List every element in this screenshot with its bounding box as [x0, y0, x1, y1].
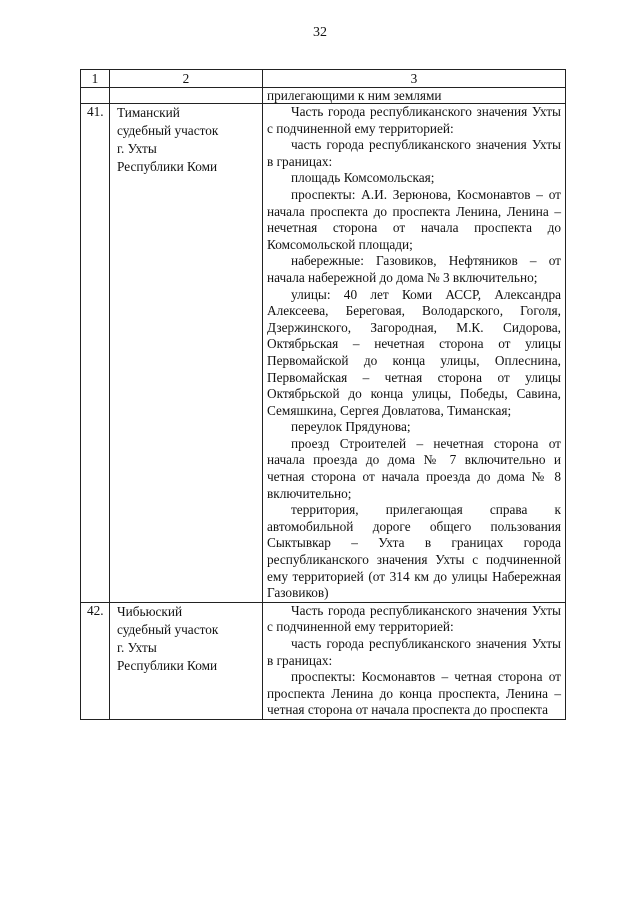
court-name-line: Тиманский — [117, 105, 180, 120]
territory-description-cell — [263, 104, 566, 603]
territory-paragraph: Часть города республиканского значения Ухты с подчиненной ему территорией: — [267, 602, 561, 635]
continuation-row — [81, 88, 566, 104]
empty-cell — [81, 88, 110, 104]
header-cell-1: 1 — [81, 70, 110, 88]
territory-paragraph: проспекты: А.И. Зерюнова, Космонавтов – от начала проспекта до проспекта Ленина, Ленина – нечетная сторона от начала проспекта до Комсомольской площади; — [267, 186, 561, 252]
row-number: 42. — [81, 602, 110, 719]
territory-paragraph: проезд Строителей – нечетная сторона от начала проезда до дома № 7 включительно и четная сторона от начала проезда до дома № 8 включительно; — [267, 435, 561, 501]
continuation-text: прилегающими к ним землями — [267, 88, 442, 103]
court-districts-table — [80, 69, 566, 720]
table-row — [81, 104, 566, 603]
table-header-row — [81, 70, 566, 88]
table-row — [81, 602, 566, 719]
court-name-line: Чибьюский — [117, 603, 183, 619]
territory-paragraph: набережные: Газовиков, Нефтяников – от начала набережной до дома № 3 включительно; — [267, 253, 561, 285]
territory-paragraph: переулок Прядунова; — [291, 419, 411, 435]
court-name-cell — [110, 104, 263, 603]
territory-paragraph: улицы: 40 лет Коми АССР, Александра Алексеева, Береговая, Володарского, Гоголя, Дзержинского, Загородная, М.К. Сидорова, Октябрьская – нечетная сторона от улицы Первомайской до конца улицы, Оплеснина, Первомайская – четная сторона от улицы Октябрьской до конца улицы, Победы, Савина, Семяшкина, Сергея Довлатова, Тиманская; — [267, 286, 561, 418]
territory-description-cell — [263, 602, 566, 719]
page-number: 32 — [313, 25, 327, 40]
territory-paragraph: площадь Комсомольская; — [291, 170, 435, 186]
header-cell-3: 3 — [263, 70, 566, 88]
court-name-cell — [110, 602, 263, 719]
territory-paragraph: территория, прилегающая справа к автомобильной дороге общего пользования Сыктывкар – Ухта в границах города республиканского значения Ухты с подчиненной ему территорией (от 314 км до улицы Набережная Газовиков) — [267, 502, 561, 601]
court-name-line: г. Ухты — [117, 141, 157, 156]
territory-paragraph: Часть города республиканского значения Ухты с подчиненной ему территорией: — [267, 104, 561, 136]
court-name-line: судебный участок — [117, 123, 219, 138]
continuation-cell — [263, 88, 566, 104]
territory-paragraph: проспекты: Космонавтов – четная сторона от проспекта Ленина до конца проспекта, Ленина – четная сторона от начала проспекта до проспекта — [267, 669, 561, 718]
territory-paragraph: часть города республиканского значения Ухты в границах: — [267, 137, 561, 169]
court-name-line: судебный участок — [117, 621, 219, 637]
header-cell-2: 2 — [110, 70, 263, 88]
empty-cell — [110, 88, 263, 104]
row-number: 41. — [81, 104, 110, 603]
territory-paragraph: часть города республиканского значения Ухты в границах: — [267, 636, 561, 668]
court-name-line: г. Ухты — [117, 639, 157, 655]
court-name-line: Республики Коми — [117, 657, 218, 673]
court-name-line: Республики Коми — [117, 159, 218, 174]
